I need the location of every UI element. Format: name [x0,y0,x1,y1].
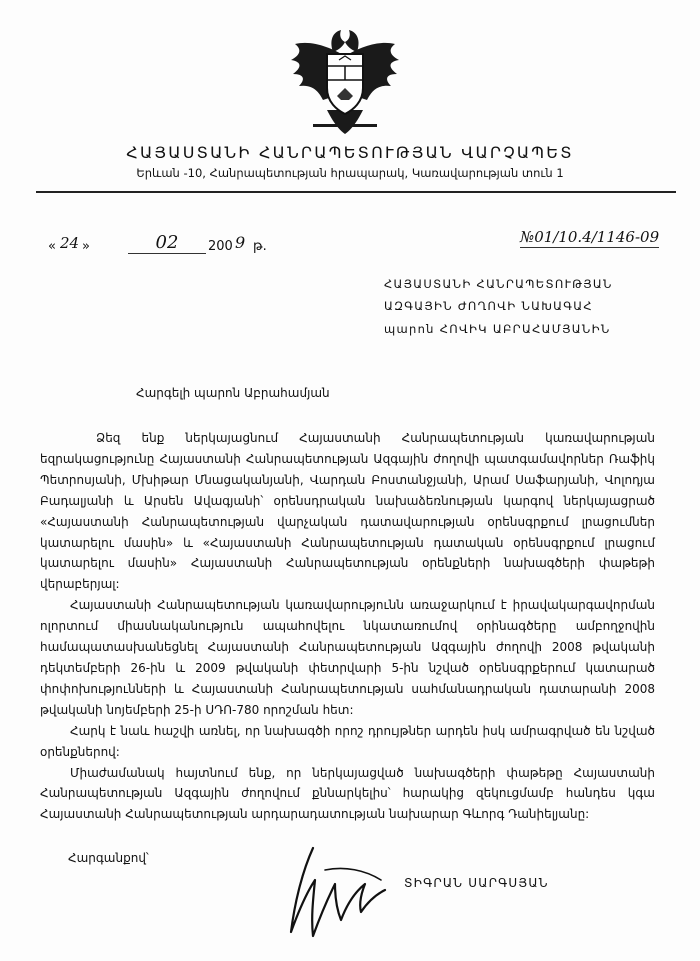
header-title: ՀԱՅԱՍՏԱՆԻ ՀԱՆՐԱՊԵՏՈՒԹՅԱՆ ՎԱՐՉԱՊԵՏ [126,143,574,162]
signature-icon [285,840,395,945]
letter-date [48,232,298,254]
recipient-line-2: ԱԶԳԱՅԻՆ ԺՈՂՈՎԻ ՆԱԽԱԳԱՀ [384,299,593,313]
date-quote-open: « [48,239,56,254]
date-month: 02 [128,232,206,254]
recipient-line-1: ՀԱՅԱՍՏԱՆԻ ՀԱՆՐԱՊԵՏՈՒԹՅԱՆ [384,277,613,291]
date-quote-close: » [82,239,90,254]
coat-of-arms-icon [283,26,407,136]
header-address: Երևան -10, Հանրապետության հրապարակ, Կառավարության տուն 1 [136,166,564,180]
date-year-digit: 9 [235,233,246,252]
body-paragraph-4: Միաժամանակ հայտնում ենք, որ ներկայացված նախագծերի փաթեթը Հայաստանի Հանրապետության Ազգային ժողովում քննարկելիս՝ հարակից զեկուցմամբ հանդես կգա Հայաստանի Հանրապետության արդարադատության նախարար Գևորգ Դանիելյանը: [40,765,655,822]
date-year-prefix: 200 [208,239,233,254]
body-paragraph-3: Հարկ է նաև հաշվի առնել, որ նախագծի որոշ դրույթներ արդեն իսկ ամրագրված են նշված օրենքներով: [40,723,655,759]
letter-body [40,428,655,825]
date-day: 24 [60,234,80,252]
reference-number: №01/10.4/1146-09 [520,228,660,246]
date-suffix: թ. [253,239,267,254]
closing: Հարգանքով՝ [68,851,149,865]
body-paragraph-2: Հայաստանի Հանրապետության կառավարությունն առաջարկում է իրավակարգավորման ոլորտում միասնականություն ապահովելու նկատառումով օրինագծերը ամբողջովին համապատասխանեցնել Հայաստանի Հանրապետության Ազգային ժողովի 2008 թվականի դեկտեմբերի 26-ին և 2009 թվականի փետրվարի 5-ին նշված օրենսգրքերում կատարած փոփոխությունների և Հայաստանի Հանրապետության սահմանադրական դատարանի 2008 թվականի նոյեմբերի 25-ի ՍԴՈ-780 որոշման հետ: [40,598,655,717]
header-divider [36,191,676,193]
recipient-line-3: պարոն ՀՈՎԻԿ ԱԲՐԱՀԱՄՅԱՆԻՆ [384,322,611,336]
salutation: Հարգելի պարոն Աբրահամյան [136,386,330,400]
body-paragraph-1: Ձեզ ենք ներկայացնում Հայաստանի Հանրապետության կառավարության եզրակացությունը Հայաստանի Հանրապետության Ազգային ժողովի պատգամավորներ Ռաֆիկ Պետրոսյանի, Մխիթար Մնացականյանի, Վարդան Բոստանջյանի, Արամ Սաֆարյանի, Վոլոդյա Բադալյանի և Արսեն Ավագյանի՝ օրենսդրական նախաձեռնության կարգով ներկայացրած «Հայաստանի Հանրապետության վարչական դատավարության օրենսգրքում լրացումներ կատարելու մասին» և «Հայաստանի Հանրապետության դատական օրենսգրքում լրացում կատարելու մասին» Հայաստանի Հանրապետության օրենքների նախագծերի փաթեթի վերաբերյալ: [40,431,655,592]
signer-name: ՏԻԳՐԱՆ ՍԱՐԳՍՅԱՆ [404,876,549,890]
